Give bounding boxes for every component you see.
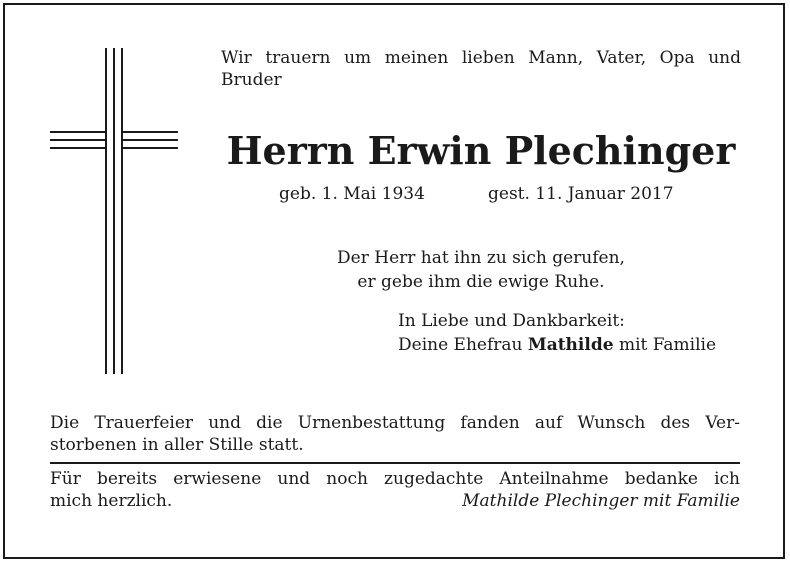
birth-date: geb. 1. Mai 1934 — [279, 184, 425, 204]
closing — [398, 309, 716, 357]
thanks-line-1: Für bereits erwiesene und noch zugedachte Anteilnahme bedanke ich — [50, 469, 740, 489]
intro-line-1: Wir trauern um meinen lieben Mann, Vater, Opa und — [221, 48, 741, 68]
divider — [50, 462, 740, 464]
thanks-line-2-text: mich herzlich. — [50, 491, 173, 511]
thanks-line-2 — [50, 490, 740, 512]
intro-line-2: Bruder — [221, 70, 282, 90]
closing-post: mit Familie — [613, 335, 717, 355]
verse — [221, 246, 741, 294]
thanks-notice — [50, 468, 740, 512]
notice-line-1: Die Trauerfeier und die Urnenbestattung fanden auf Wunsch des Ver- — [50, 413, 740, 433]
widow-name: Mathilde — [527, 335, 614, 355]
deceased-name: Herrn Erwin Plechinger — [226, 128, 736, 173]
cross-icon — [48, 46, 180, 376]
closing-line-1: In Liebe und Dankbarkeit: — [398, 311, 625, 331]
closing-pre: Deine Ehefrau — [398, 335, 528, 355]
funeral-notice — [50, 412, 740, 456]
verse-line-1: Der Herr hat ihn zu sich gerufen, — [337, 248, 625, 268]
death-date: gest. 11. Januar 2017 — [488, 184, 674, 204]
verse-line-2: er gebe ihm die ewige Ruhe. — [357, 272, 605, 292]
notice-line-2: storbenen in aller Stille statt. — [50, 435, 304, 455]
signature: Mathilde Plechinger mit Familie — [462, 491, 740, 511]
closing-line-2 — [398, 333, 716, 357]
